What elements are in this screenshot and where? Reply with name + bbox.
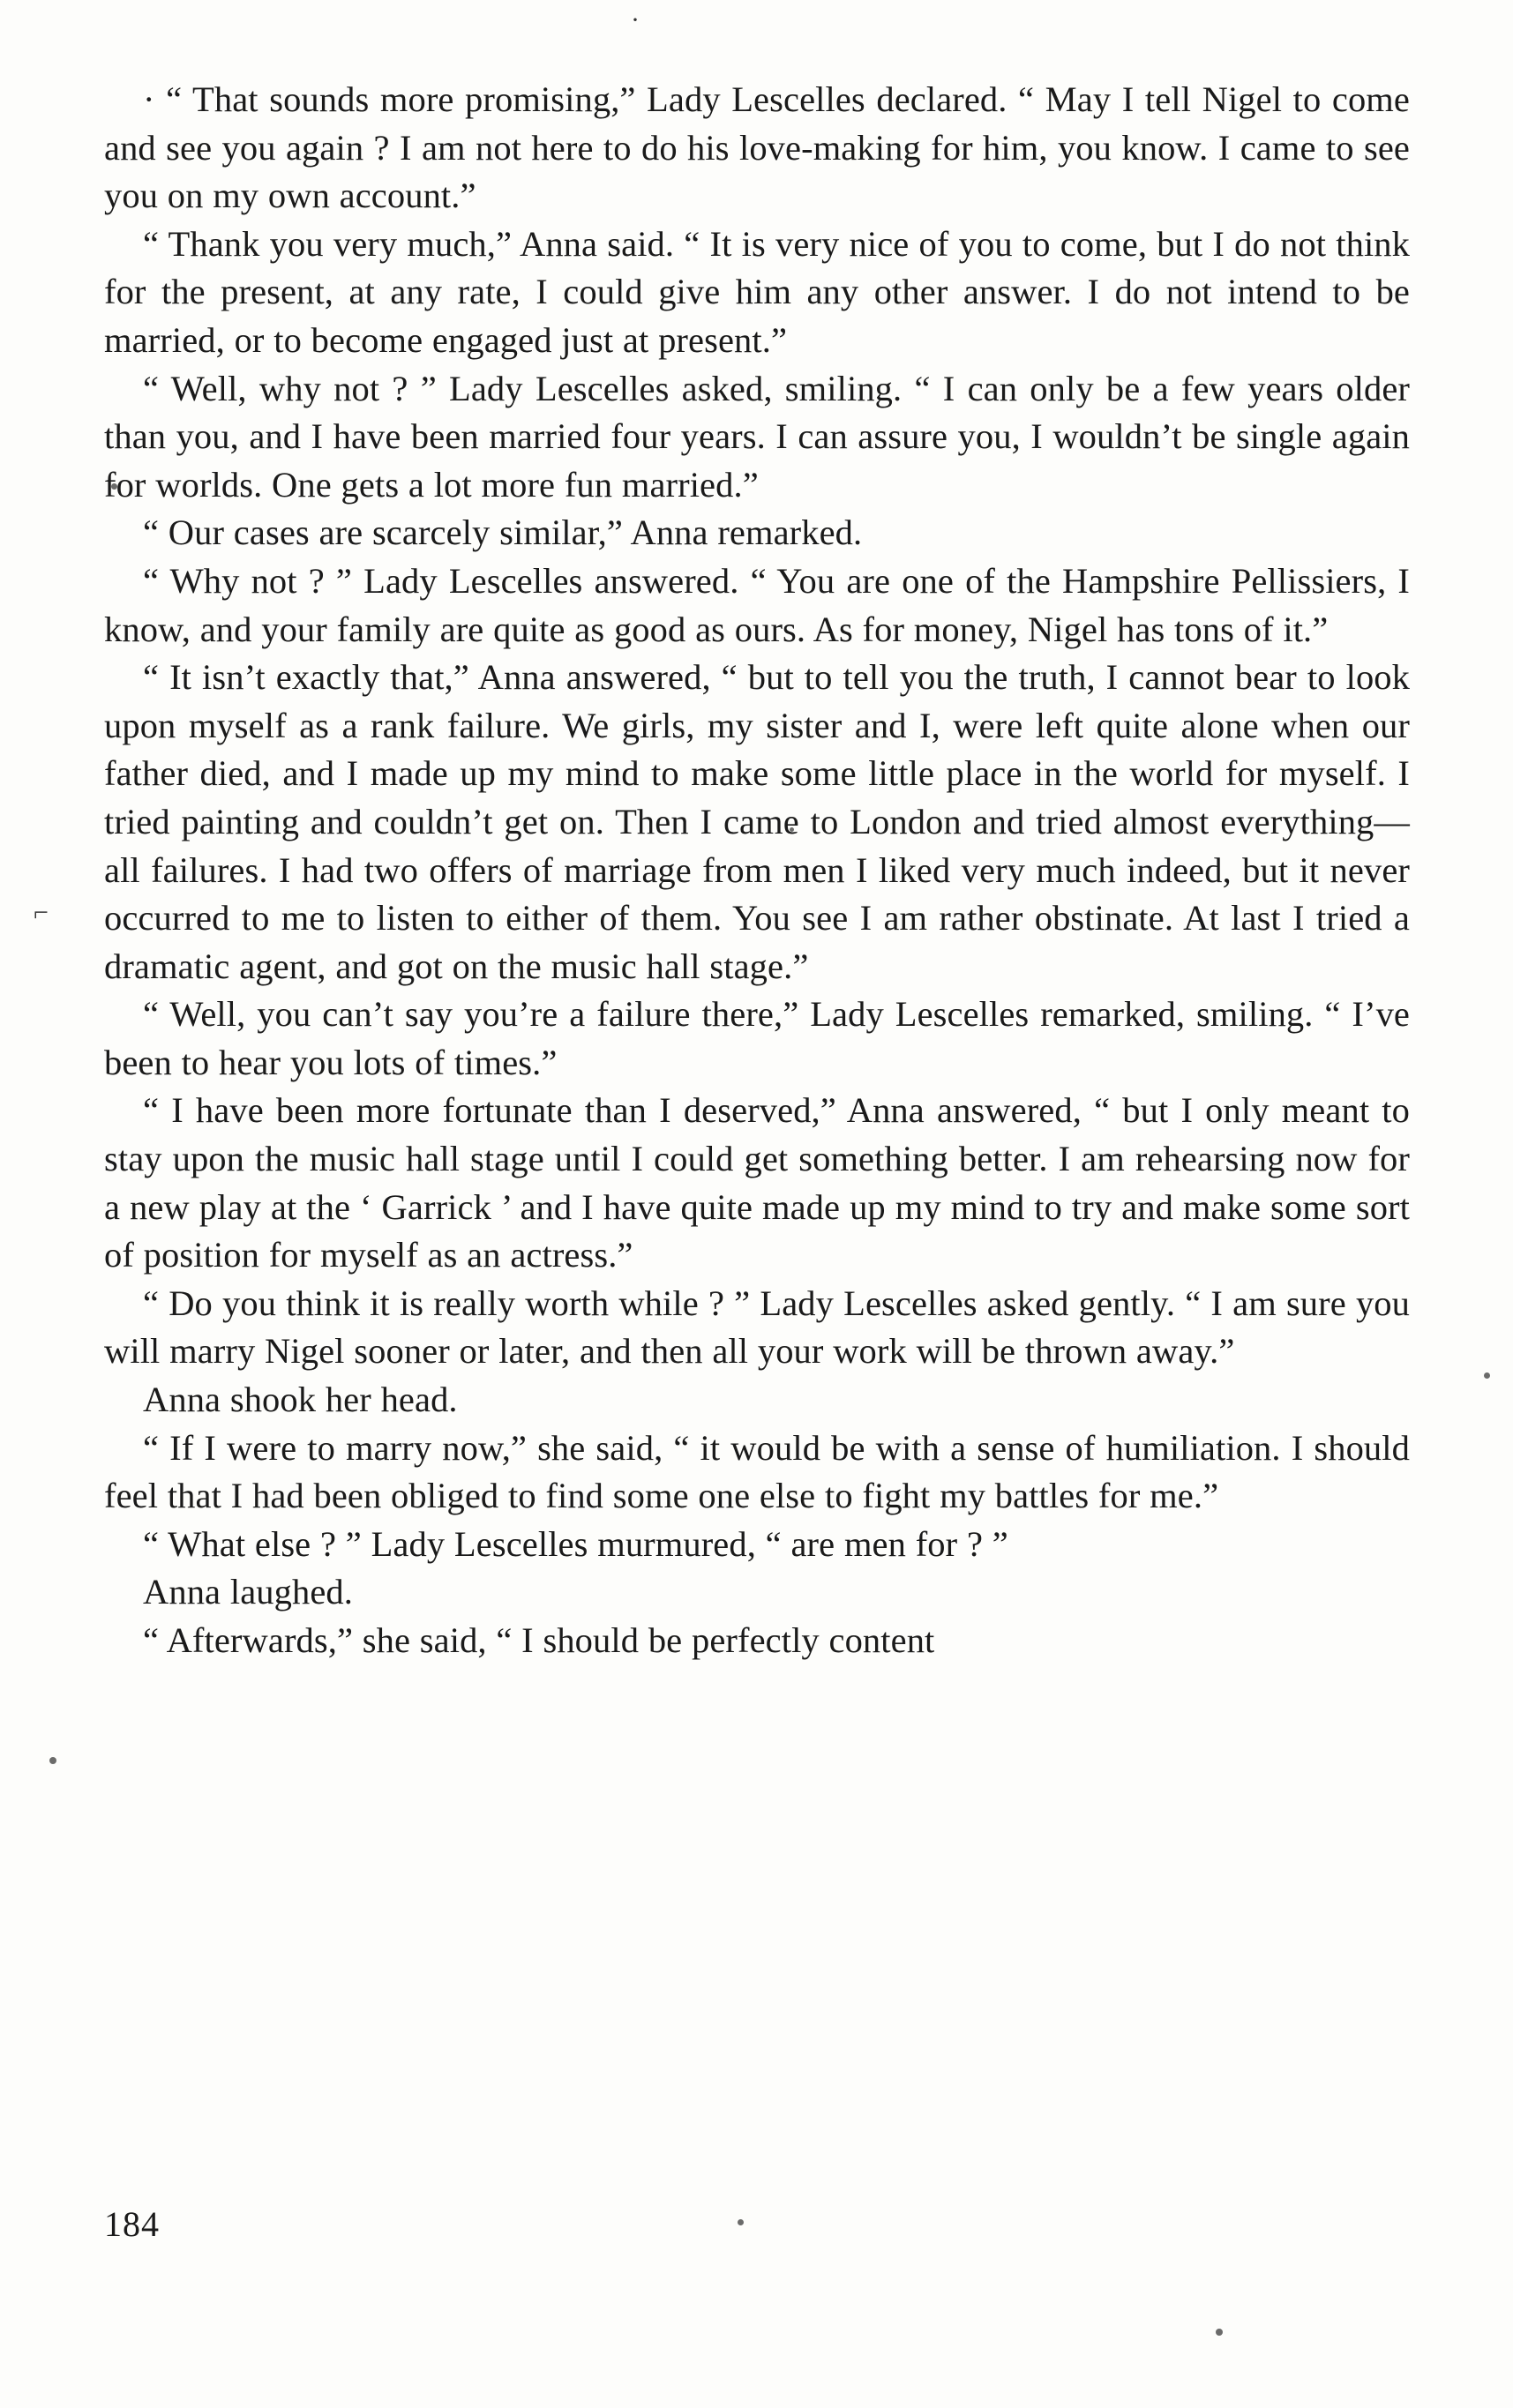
- scan-mark-top: ·: [631, 5, 640, 34]
- paragraph: “ Thank you very much,” Anna said. “ It is very nice of you to come, but I do not think for the present, at any rate, I could give him any other answer. I do not intend to be married, or to become engaged just at present.”: [104, 223, 1410, 360]
- scan-speck-5: [1216, 2329, 1223, 2336]
- scan-speck-4: [738, 2219, 744, 2225]
- paragraph: “ Afterwards,” she said, “ I should be perfectly content: [143, 1620, 935, 1660]
- paragraph: Anna laughed.: [143, 1572, 353, 1612]
- paragraph: “ Why not ? ” Lady Lescelles answered. “ You are one of the Hampshire Pellissiers, I know, and your family are quite as good as ours. As for money, Nigel has tons of it.”: [104, 560, 1410, 649]
- paragraph: “ If I were to marry now,” she said, “ it would be with a sense of humiliation. I should feel that I had been obliged to find some one else to fight my battles for me.”: [104, 1427, 1410, 1516]
- body-text: [104, 76, 1410, 1665]
- paragraph: “ Do you think it is really worth while ? ” Lady Lescelles asked gently. “ I am sure you will marry Nigel sooner or later, and then all your work will be thrown away.”: [104, 1283, 1410, 1372]
- paragraph: Anna shook her head.: [143, 1380, 458, 1420]
- scan-speck-2: [1484, 1372, 1490, 1379]
- paragraph: “ Our cases are scarcely similar,” Anna remarked.: [143, 512, 863, 553]
- paragraph: “ I have been more fortunate than I deserved,” Anna answered, “ but I only meant to stay upon the music hall stage until I could get something better. I am rehearsing now for a new play at the ‘ Garrick ’ and I have quite made up my mind to try and make some sort of position for myself as an actress.”: [104, 1090, 1410, 1275]
- paragraph: “ It isn’t exactly that,” Anna answered, “ but to tell you the truth, I cannot bear to look upon myself as a rank failure. We girls, my sister and I, were left quite alone when our father died, and I made up my mind to make some little place in the world for myself. I tried painting and couldn’t get on. Then I came to London and tried almost everything—all failures. I had two offers of marriage from men I liked very much indeed, but it never occurred to me to listen to either of them. You see I am rather obstinate. At last I tried a dramatic agent, and got on the music hall stage.”: [104, 657, 1410, 986]
- scan-mark-left-upper: ⌐: [34, 898, 49, 927]
- paragraph: “ Well, why not ? ” Lady Lescelles asked, smiling. “ I can only be a few years older than you, and I have been married four years. I can assure you, I wouldn’t be single again for worlds. One gets a lot more fun married.”: [104, 368, 1410, 505]
- page-number: 184: [104, 2204, 160, 2244]
- paragraph: “ Well, you can’t say you’re a failure there,” Lady Lescelles remarked, smiling. “ I’ve been to hear you lots of times.”: [104, 994, 1410, 1082]
- scan-speck-3: [49, 1757, 56, 1764]
- paragraph: · “ That sounds more promising,” Lady Lescelles declared. “ May I tell Nigel to come and see you again ? I am not here to do his love-making for him, you know. I came to see you on my own account.”: [104, 79, 1410, 216]
- paragraph: “ What else ? ” Lady Lescelles murmured, “ are men for ? ”: [143, 1523, 1008, 1564]
